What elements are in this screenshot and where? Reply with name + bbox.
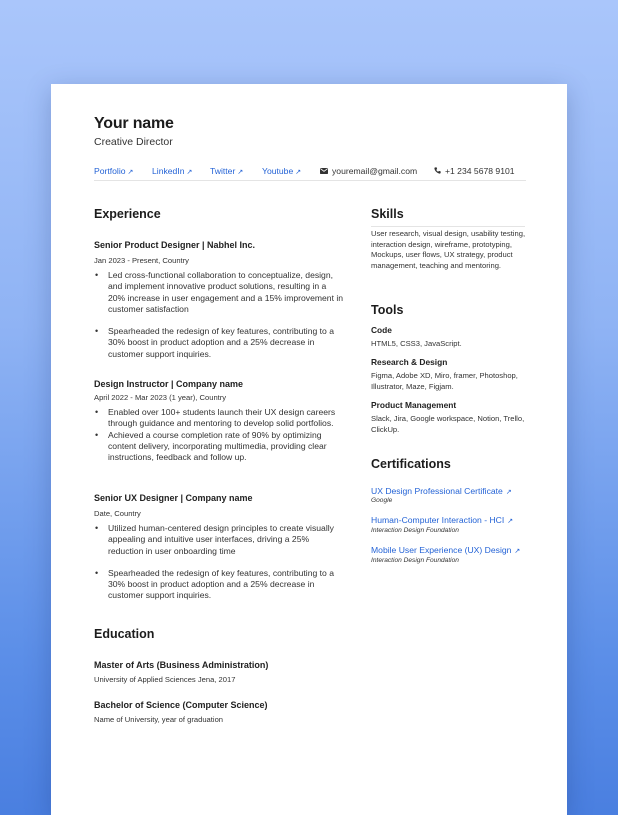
phone-contact[interactable]: +1 234 5678 9101 <box>434 166 515 176</box>
tool-group-title: Code <box>371 325 392 335</box>
external-link-icon: ↗ <box>507 518 514 525</box>
job-title: Senior UX Designer | Company name <box>94 493 253 503</box>
job-bullets <box>94 407 344 463</box>
header-divider <box>94 180 526 181</box>
linkedin-link[interactable]: LinkedIn ↗ <box>152 166 193 176</box>
certificate-link[interactable]: UX Design Professional Certificate ↗ <box>371 486 512 496</box>
job-dates: Jan 2023 - Present, Country <box>94 256 189 265</box>
skills-divider <box>371 226 525 227</box>
list-item: • Spearheaded the redesign of key features, contributing to a 30% boost in product adoption and a 25% decrease in customer support inquiries. <box>94 326 344 360</box>
list-item: • Enabled over 100+ students launch their UX design careers through guidance and mentoring to develop solid portfolios. <box>94 407 344 430</box>
degree-school: Name of University, year of graduation <box>94 715 224 724</box>
list-item: • Utilized human-centered design principles to create visually appealing and intuitive user interfaces, driving a 25% reduction in user onboarding time <box>94 523 344 557</box>
external-link-icon: ↗ <box>127 169 134 176</box>
tool-group-title: Research & Design <box>371 357 448 367</box>
external-link-icon: ↗ <box>514 548 521 555</box>
certificate-issuer: Interaction Design Foundation <box>371 557 459 564</box>
tool-group-title: Product Management <box>371 400 457 410</box>
experience-heading: Experience <box>94 207 161 221</box>
external-link-icon: ↗ <box>186 169 193 176</box>
degree-school: University of Applied Sciences Jena, 2017 <box>94 675 236 684</box>
email-contact[interactable]: youremail@gmail.com <box>320 166 417 176</box>
phone-icon <box>434 167 441 176</box>
tool-group-text: Figma, Adobe XD, Miro, framer, Photoshop, Illustrator, Maze, Figjam. <box>371 371 518 391</box>
external-link-icon: ↗ <box>237 169 244 176</box>
tool-group-text: HTML5, CSS3, JavaScript. <box>371 339 462 348</box>
job-title: Design Instructor | Company name <box>94 379 244 389</box>
skills-text: User research, visual design, usability testing, interaction design, wireframe, prototyping, Mockups, user flows, UX strategy, product management, teaching and mentoring. <box>371 229 526 270</box>
job-dates: Date, Country <box>94 509 141 518</box>
tool-group-text: Slack, Jira, Google workspace, Notion, Trello, ClickUp. <box>371 414 525 434</box>
twitter-link[interactable]: Twitter ↗ <box>210 166 244 176</box>
certificate-link[interactable]: Mobile User Experience (UX) Design ↗ <box>371 545 521 555</box>
certificate-link[interactable]: Human-Computer Interaction - HCI ↗ <box>371 515 514 525</box>
certifications-heading: Certifications <box>371 457 451 471</box>
list-item: • Led cross-functional collaboration to conceptualize, design, and implement innovative product solutions, resulting in a 20% increase in user engagement and a 15% improvement in customer satisfaction <box>94 270 344 315</box>
education-heading: Education <box>94 627 155 641</box>
job-title: Senior Product Designer | Nabhel Inc. <box>94 240 256 250</box>
certificate-issuer: Interaction Design Foundation <box>371 527 459 534</box>
resume-page <box>51 84 567 815</box>
degree-title: Bachelor of Science (Computer Science) <box>94 700 268 710</box>
contact-bar <box>94 166 526 180</box>
degree-title: Master of Arts (Business Administration) <box>94 660 269 670</box>
certificate-issuer: Google <box>371 497 393 504</box>
job-bullets <box>94 270 344 360</box>
list-item: • Spearheaded the redesign of key features, contributing to a 30% boost in product adoption and a 25% decrease in customer support inquiries. <box>94 568 344 602</box>
person-role: Creative Director <box>94 136 173 148</box>
skills-heading: Skills <box>371 207 404 221</box>
portfolio-link[interactable]: Portfolio ↗ <box>94 166 134 176</box>
envelope-icon <box>320 167 328 176</box>
job-dates: April 2022 - Mar 2023 (1 year), Country <box>94 393 227 402</box>
list-item: • Achieved a course completion rate of 90% by optimizing content delivery, incorporating multimedia, providing clear instructions, feedback and follow up. <box>94 430 344 464</box>
external-link-icon: ↗ <box>295 169 302 176</box>
person-name: Your name <box>94 115 174 132</box>
external-link-icon: ↗ <box>505 489 512 496</box>
youtube-link[interactable]: Youtube ↗ <box>262 166 302 176</box>
tools-heading: Tools <box>371 303 404 317</box>
job-bullets <box>94 523 344 602</box>
